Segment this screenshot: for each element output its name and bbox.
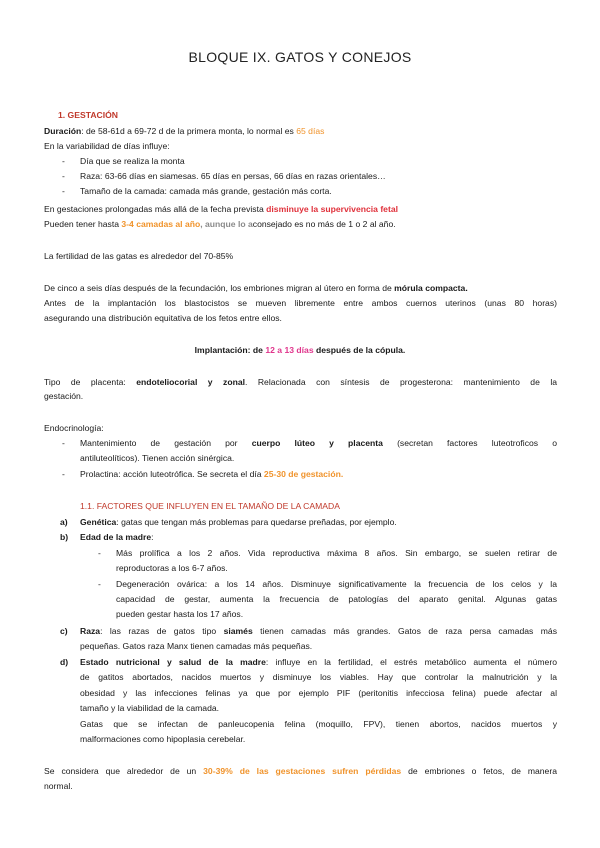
variability-line: En la variabilidad de días influye: [44,141,170,151]
litters-text: Pueden tener hasta [44,219,122,229]
edad-item-1-line-1: Más prolífica a los 2 años. Vida reproductiva máxima 8 años. Sin embargo, se suelen retirar de [116,548,557,558]
factor-estado-line-4: tamaño y la viabilidad de la camada. [80,703,220,713]
prolonged-highlight: disminuye la supervivencia fetal [266,204,398,214]
prolonged-text: En gestaciones prolongadas más allá de la fecha prevista [44,204,267,214]
factor-text: : influye en la fertilidad, el estrés metabólico aumenta el número [265,657,557,667]
closing-line-2: normal. [44,781,73,791]
edad-item-1-line-2: reproductoras a los 6-7 años. [116,563,228,573]
page-title: BLOQUE IX. GATOS Y CONEJOS [188,49,412,65]
morula-bold: mórula compacta. [394,283,468,293]
prolonged-line [44,204,398,215]
section-heading-gestacion: 1. GESTACIÓN [58,110,119,120]
morula-text: De cinco a seis días después de la fecundación, los embriones migran al útero en forma de [44,283,395,293]
factor-genetica [80,517,397,528]
list-label-c: c) [60,626,68,636]
factor-bold: siamés [223,626,253,636]
variability-item: Tamaño de la camada: camada más grande, gestación más corta. [80,186,332,196]
fertility-line: La fertilidad de las gatas es alrededor del 70-85% [44,251,234,261]
bullet-dash: - [98,548,101,558]
litters-line [44,219,396,230]
section-heading-factores: 1.1. FACTORES QUE INFLUYEN EN EL TAMAÑO DE LA CAMADA [80,501,340,511]
bullet-dash: - [98,579,101,589]
factor-estado-line-2: de gatitos abortados, nacidos muertos y disminuye los viables. Hay que controlar la malnutrición y la [80,672,557,682]
placenta-line-2: gestación. [44,391,84,401]
bullet-dash: - [62,186,65,196]
endo-bold: cuerpo lúteo y placenta [251,438,383,448]
placenta-bold: endoteliocorial y zonal [136,377,245,387]
factor-title: Estado nutricional y salud de la madre [80,657,266,667]
factor-edad [80,532,154,543]
closing-highlight: 30-39% de las gestaciones sufren pérdidas [203,766,402,776]
factor-estado-line-1 [80,657,557,668]
placenta-line-1 [44,377,557,388]
factor-estado-line-3: obesidad y las infecciones felinas ya que por ejemplo PIF (peritonitis infecciosa felina) puede afectar al [80,688,557,698]
litters-text-end: consejado es no más de 1 o 2 al año. [252,219,396,229]
edad-item-2-line-1: Degeneración ovárica: a los 14 años. Disminuye significativamente la frecuencia de los celos y la [116,579,557,589]
list-label-b: b) [60,532,69,542]
endocrinology-item-1-cont: antiluteolíticos). Tienen acción sinérgica. [80,453,235,463]
closing-line-1 [44,766,557,777]
blastocyst-line-1: Antes de la implantación los blastocistos se mueven libremente entre ambos cuernos uterinos (unas 80 horas) [44,298,557,308]
closing-text-end: de embriones o fetos, de manera [401,766,557,776]
factor-text: : las razas de gatos tipo [100,626,224,636]
implantation-text: Implantación: de [194,345,266,355]
litters-highlight: 3-4 camadas al año [121,219,201,229]
edad-item-2-line-3: pueden gestar hasta los 17 años. [116,609,244,619]
prolactin-highlight: 25-30 de gestación. [263,469,344,479]
factor-estado-line-6: malformaciones como hipoplasia cerebelar. [80,734,246,744]
bullet-dash: - [62,469,65,479]
prolactin-text: Prolactina: acción luteotrófica. Se secreta el día [80,469,264,479]
endocrinology-item-2 [80,469,343,480]
bullet-dash: - [62,171,65,181]
placenta-text: Tipo de placenta: [44,377,137,387]
closing-text: Se considera que alrededor de un [44,766,204,776]
endocrinology-heading: Endocrinología: [44,423,104,433]
endo-text: Mantenimiento de gestación por [80,438,252,448]
implantation-highlight: 12 a 13 días [265,345,314,355]
list-label-d: d) [60,657,69,667]
endocrinology-item-1 [80,438,557,449]
litters-gray: , aunque lo a [200,219,253,229]
factor-raza-line-2: pequeñas. Gatos raza Manx tienen camadas más pequeñas. [80,641,313,651]
bullet-dash: - [62,438,65,448]
duration-value: 65 días [296,126,325,136]
implantation-text-end: después de la cópula. [313,345,406,355]
endo-text-end: (secretan factores luteotroficos o [382,438,557,448]
factor-title: Genética [80,517,117,527]
factor-text: : gatas que tengan más problemas para quedarse preñadas, por ejemplo. [116,517,397,527]
morula-line [44,283,468,294]
factor-text-end: tienen camadas más grandes. Gatos de raza persa camadas más [252,626,557,636]
factor-title: Edad de la madre [80,532,152,542]
placenta-text-end: . Relacionada con síntesis de progesterona: mantenimiento de la [245,377,558,387]
implantation-line [0,345,600,356]
duration-text: : de 58-61d a 69-72 d de la primera monta, lo normal es [81,126,297,136]
duration-label: Duración [44,126,82,136]
list-label-a: a) [60,517,68,527]
bullet-dash: - [62,156,65,166]
edad-item-2-line-2: capacidad de gestar, aumenta la frecuencia de patologías del aparato genital. Algunas gatas [116,594,557,604]
blastocyst-line-2: asegurando una distribución equitativa de los fetos entre ellos. [44,313,282,323]
duration-line [44,126,324,137]
factor-title: Raza [80,626,101,636]
variability-item: Día que se realiza la monta [80,156,185,166]
factor-colon: : [151,532,154,542]
factor-raza-line-1 [80,626,557,637]
variability-item: Raza: 63-66 días en siamesas. 65 días en persas, 66 días en razas orientales… [80,171,386,181]
factor-estado-line-5: Gatas que se infectan de panleucopenia felina (moquillo, FPV), tienen abortos, nacidos muertos y [80,719,557,729]
